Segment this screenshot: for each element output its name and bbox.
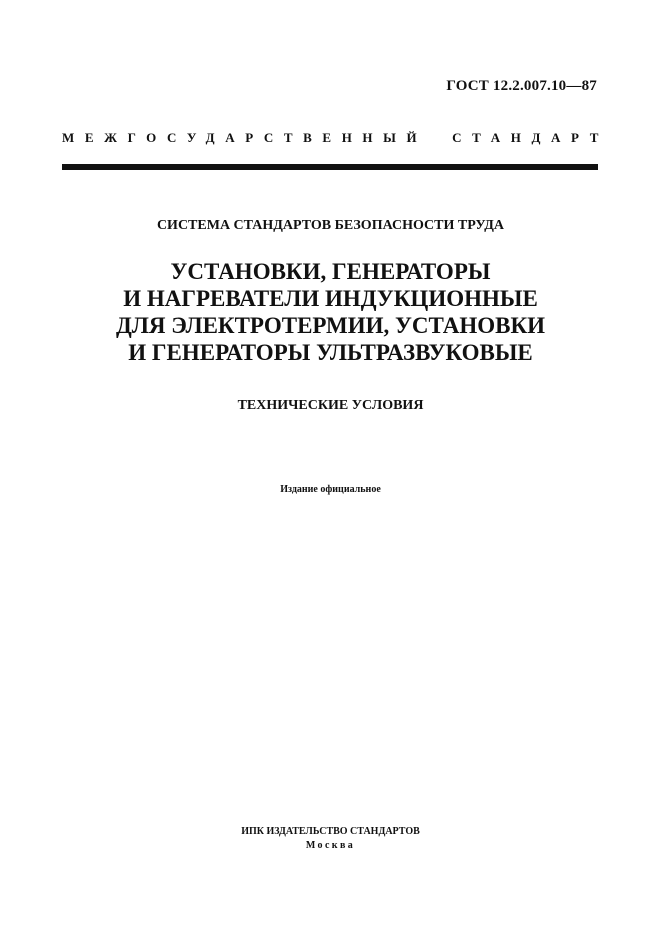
standard-type-word-standard: СТАНДАРТ — [452, 130, 609, 145]
heading-divider — [62, 164, 598, 170]
main-title-line: И ГЕНЕРАТОРЫ УЛЬТРАЗВУКОВЫЕ — [128, 340, 533, 365]
main-title-line: ДЛЯ ЭЛЕКТРОТЕРМИИ, УСТАНОВКИ — [115, 313, 546, 338]
gost-number: ГОСТ 12.2.007.10—87 — [446, 78, 597, 94]
system-title: СИСТЕМА СТАНДАРТОВ БЕЗОПАСНОСТИ ТРУДА — [156, 218, 505, 233]
main-title — [0, 258, 661, 366]
publisher-city: Москва — [305, 840, 356, 851]
standard-type-heading — [62, 130, 609, 146]
standard-type-word-interstate: МЕЖГОСУДАРСТВЕННЫЙ — [62, 130, 428, 145]
subtitle: ТЕХНИЧЕСКИЕ УСЛОВИЯ — [237, 398, 424, 413]
edition-note: Издание официальное — [280, 484, 381, 495]
main-title-line: УСТАНОВКИ, ГЕНЕРАТОРЫ — [170, 259, 491, 284]
main-title-line: И НАГРЕВАТЕЛИ ИНДУКЦИОННЫЕ — [123, 286, 538, 311]
publisher-name: ИПК ИЗДАТЕЛЬСТВО СТАНДАРТОВ — [241, 826, 420, 837]
